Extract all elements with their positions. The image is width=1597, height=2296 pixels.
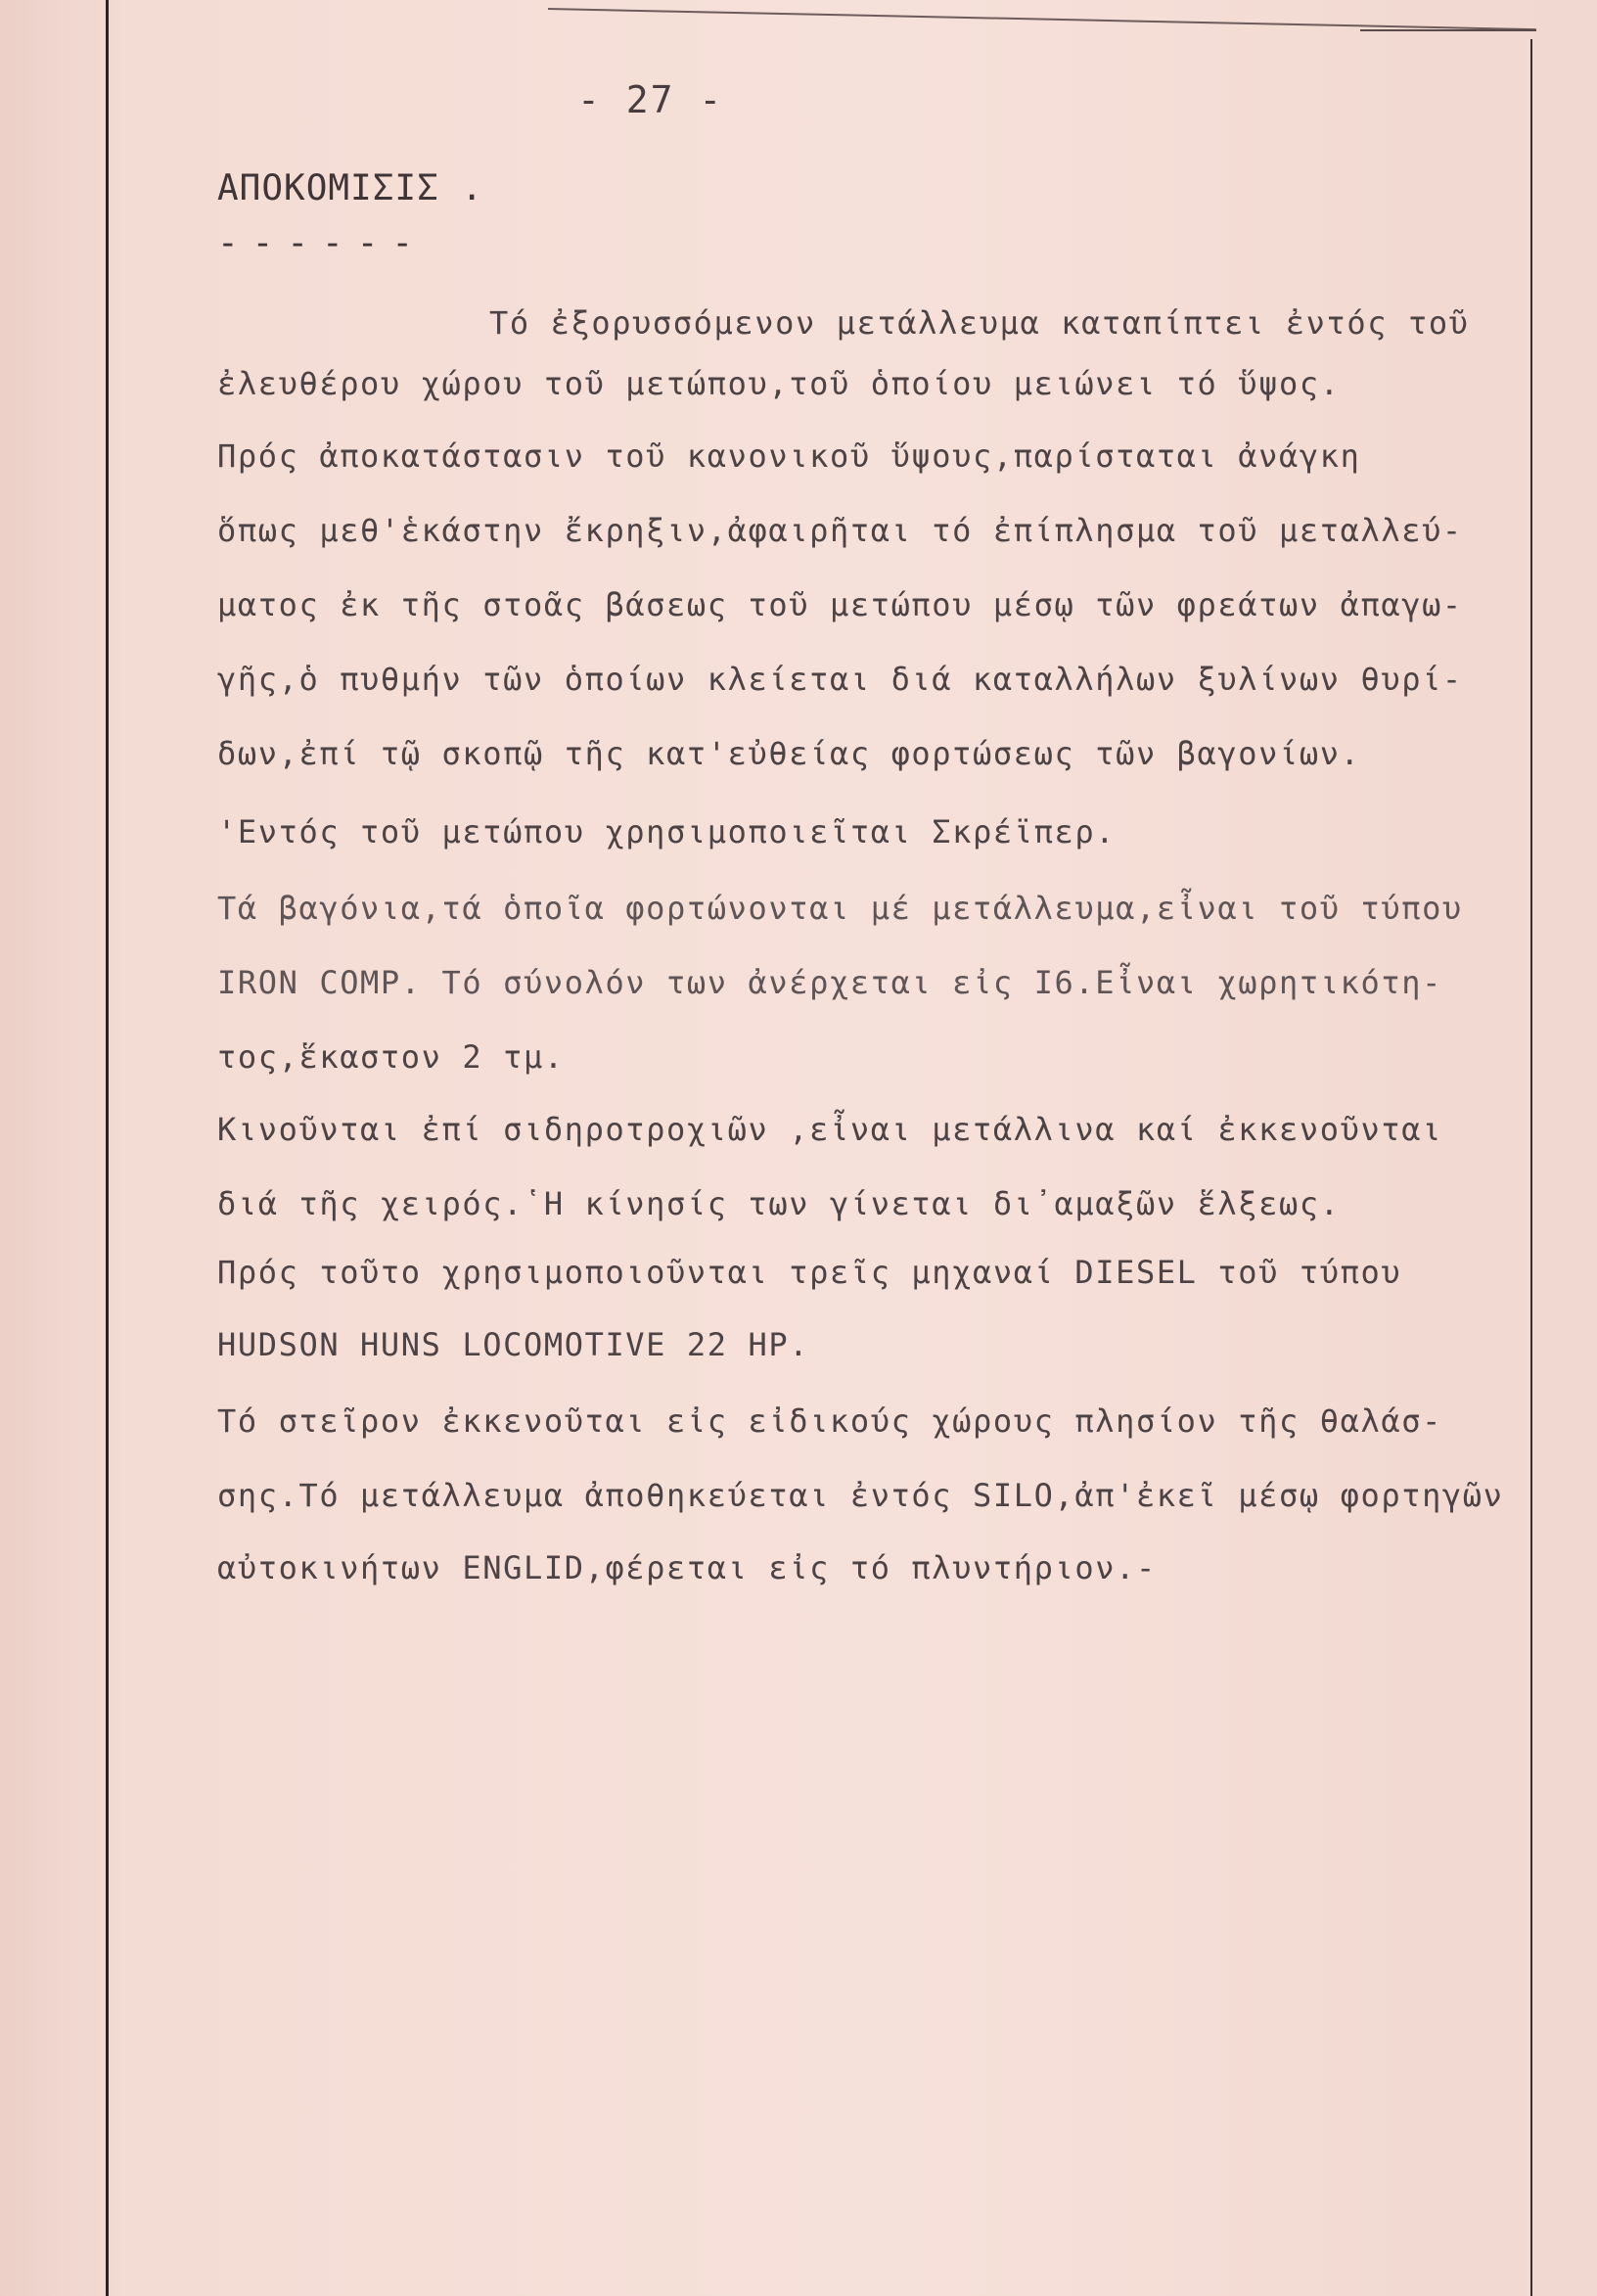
body-line: Πρός τοῦτο χρησιμοποιοῦνται τρεῖς μηχαναί DIESEL τοῦ τύπου bbox=[217, 1254, 1402, 1291]
body-line: Κινοῦνται ἐπί σιδηροτροχιῶν ,εἶναι μετάλλινα καί ἐκκενοῦνται bbox=[217, 1111, 1442, 1148]
body-line: σης.Τό μετάλλευμα ἀποθηκεύεται ἐντός SILO,ἀπ'ἐκεῖ μέσῳ φορτηγῶν bbox=[217, 1477, 1504, 1514]
body-line: γῆς,ὁ πυθμήν τῶν ὁποίων κλείεται διά καταλλήλων ξυλίνων θυρί- bbox=[217, 661, 1463, 698]
body-line: δων,ἐπί τῷ σκοπῷ τῆς κατ'εὐθείας φορτώσεως τῶν βαγονίων. bbox=[217, 735, 1361, 772]
body-line: ἐλευθέρου χώρου τοῦ μετώπου,τοῦ ὁποίου μειώνει τό ὕψος. bbox=[217, 365, 1341, 402]
left-margin-line bbox=[106, 0, 109, 2296]
body-line: IRON COMP. Τό σύνολόν των ἀνέρχεται εἰς Ι6.Εἶναι χωρητικότη- bbox=[217, 964, 1442, 1001]
body-line: τος,ἕκαστον 2 τμ. bbox=[217, 1038, 565, 1076]
body-line: Πρός ἀποκατάστασιν τοῦ κανονικοῦ ὕψους,παρίσταται ἀνάγκη bbox=[217, 437, 1361, 475]
body-line: 'Εντός τοῦ μετώπου χρησιμοποιεῖται Σκρέϊπερ. bbox=[217, 813, 1117, 850]
section-heading: ΑΠΟΚΟΜΙΣΙΣ . bbox=[217, 168, 484, 208]
body-line: Τά βαγόνια,τά ὁποῖα φορτώνονται μέ μετάλλευμα,εἶναι τοῦ τύπου bbox=[217, 890, 1463, 927]
body-line: HUDSON HUNS LOCOMOTIVE 22 HP. bbox=[217, 1326, 810, 1363]
top-border-line bbox=[548, 8, 1536, 30]
right-margin-line bbox=[1530, 39, 1532, 2296]
page-number: - 27 - bbox=[577, 78, 724, 121]
top-border-line-right bbox=[1360, 29, 1536, 31]
body-line: Τό στεῖρον ἐκκενοῦται εἰς εἰδικούς χώρους πλησίον τῆς θαλάσ- bbox=[217, 1402, 1442, 1440]
body-line: ματος ἐκ τῆς στοᾶς βάσεως τοῦ μετώπου μέσῳ τῶν φρεάτων ἀπαγω- bbox=[217, 586, 1463, 623]
body-line: διά τῆς χειρός.῾Η κίνησίς των γίνεται δι᾽αμαξῶν ἕλξεως. bbox=[217, 1185, 1341, 1222]
body-line: αὐτοκινήτων ENGLID,φέρεται εἰς τό πλυντήριον.- bbox=[217, 1549, 1157, 1586]
body-line: Τό ἐξορυσσόμενον μετάλλευμα καταπίπτει ἐντός τοῦ bbox=[489, 304, 1470, 342]
heading-underline: ------ bbox=[217, 223, 428, 263]
body-line: ὅπως μεθ'ἑκάστην ἔκρηξιν,ἀφαιρῆται τό ἐπίπλησμα τοῦ μεταλλεύ- bbox=[217, 512, 1463, 549]
